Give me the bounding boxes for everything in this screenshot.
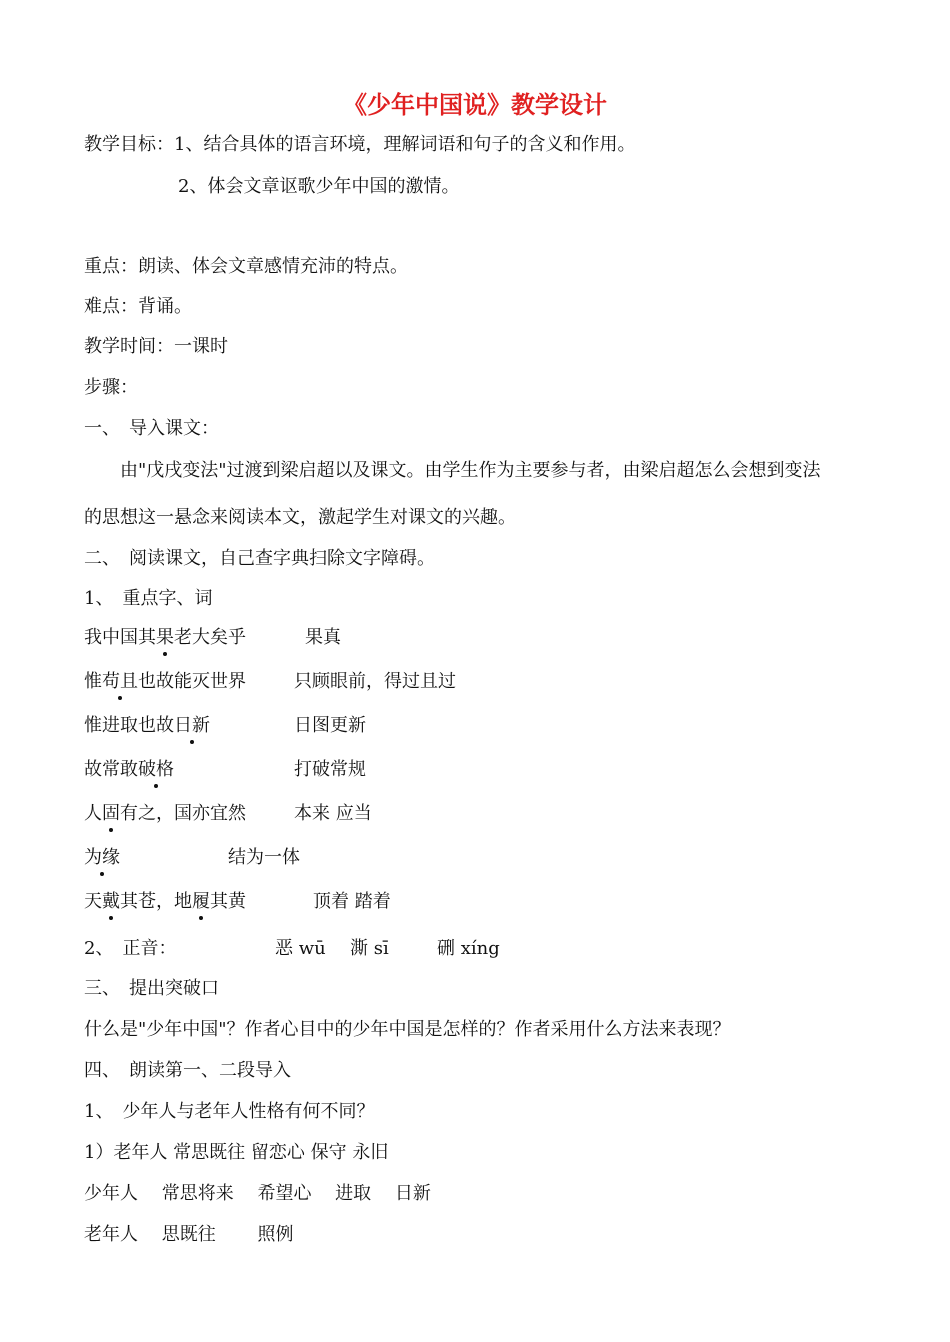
vocab-row: 人固有之，国亦宜然 本来 应当 [84, 803, 372, 824]
section-4-heading: 四、 朗读第一、二段导入 [84, 1060, 291, 1081]
vocab-row: 故常敢破格 打破常规 [84, 759, 366, 780]
vocab-row: 天戴其苍，地履其黄 顶着 踏着 [84, 891, 391, 912]
section-4-question: 1、 少年人与老年人性格有何不同？ [84, 1101, 375, 1122]
section-2-heading: 二、 阅读课文，自己查字典扫除文字障碍。 [84, 548, 435, 569]
vocab-row [84, 847, 300, 869]
vocab-meaning: 果真 [305, 627, 341, 648]
dotted-word: 戴 [102, 891, 120, 912]
pronunciation-row [84, 938, 500, 960]
vocab-meaning: 顶着 踏着 [313, 891, 391, 912]
pronunciation-label: 2、 正音： [84, 938, 177, 959]
dotted-word: 履 [192, 891, 210, 912]
section-4-line-1: 1）老年人 常思既往 留恋心 保守 永旧 [84, 1142, 389, 1163]
pronunciation-item: 恶 wū [275, 938, 326, 959]
vocab-row: 惟进取也故日新 日图更新 [84, 715, 366, 736]
section-1-para-line-1: 由"戊戌变法"过渡到梁启超以及课文。由学生作为主要参与者，由梁启超怎么会想到变法 [120, 460, 821, 481]
section-3-question: 什么是"少年中国"？作者心目中的少年中国是怎样的？作者采用什么方法来表现？ [84, 1019, 731, 1040]
vocab-subheading: 1、 重点字、词 [84, 588, 213, 609]
document-title: 《少年中国说》教学设计 [343, 90, 607, 119]
vocab-meaning: 只顾眼前，得过且过 [294, 671, 456, 692]
difficulty: 难点：背诵。 [84, 296, 192, 317]
section-1-heading: 一、 导入课文： [84, 418, 219, 439]
section-4-line-2: 少年人 常思将来 希望心 进取 日新 [84, 1183, 431, 1204]
objectives-line-1 [84, 134, 635, 156]
steps-label: 步骤： [84, 377, 138, 398]
section-3-heading: 三、 提出突破口 [84, 978, 219, 999]
vocab-meaning: 打破常规 [294, 759, 366, 780]
vocab-meaning: 日图更新 [294, 715, 366, 736]
teaching-time: 教学时间：一课时 [84, 336, 228, 357]
vocab-meaning: 结为一体 [228, 847, 300, 868]
dotted-word: 固 [102, 803, 120, 824]
vocab-row: 我中国其果老大矣乎 果真 [84, 627, 341, 648]
section-4-line-3: 老年人 思既往 照例 [84, 1224, 294, 1245]
section-1-para-line-2: 的思想这一悬念来阅读本文，激起学生对课文的兴趣。 [84, 507, 516, 528]
pronunciation-item: 硎 xíng [437, 938, 500, 959]
objective-item-1: 1、结合具体的语言环境，理解词语和句子的含义和作用。 [174, 134, 636, 155]
dotted-word: 果 [156, 627, 174, 648]
dotted-word: 为缘 [84, 847, 120, 868]
dotted-word: 日新 [174, 715, 210, 736]
dotted-word: 苟且 [102, 671, 138, 692]
vocab-meaning: 本来 应当 [294, 803, 372, 824]
pronunciation-item: 澌 sī [350, 938, 389, 959]
objectives-label: 教学目标： [84, 134, 174, 155]
key-point: 重点：朗读、体会文章感情充沛的特点。 [84, 256, 408, 277]
dotted-word: 破格 [138, 759, 174, 780]
vocab-row: 惟苟且也故能灭世界 只顾眼前，得过且过 [84, 671, 456, 692]
objective-item-2: 2、体会文章讴歌少年中国的激情。 [178, 176, 460, 197]
